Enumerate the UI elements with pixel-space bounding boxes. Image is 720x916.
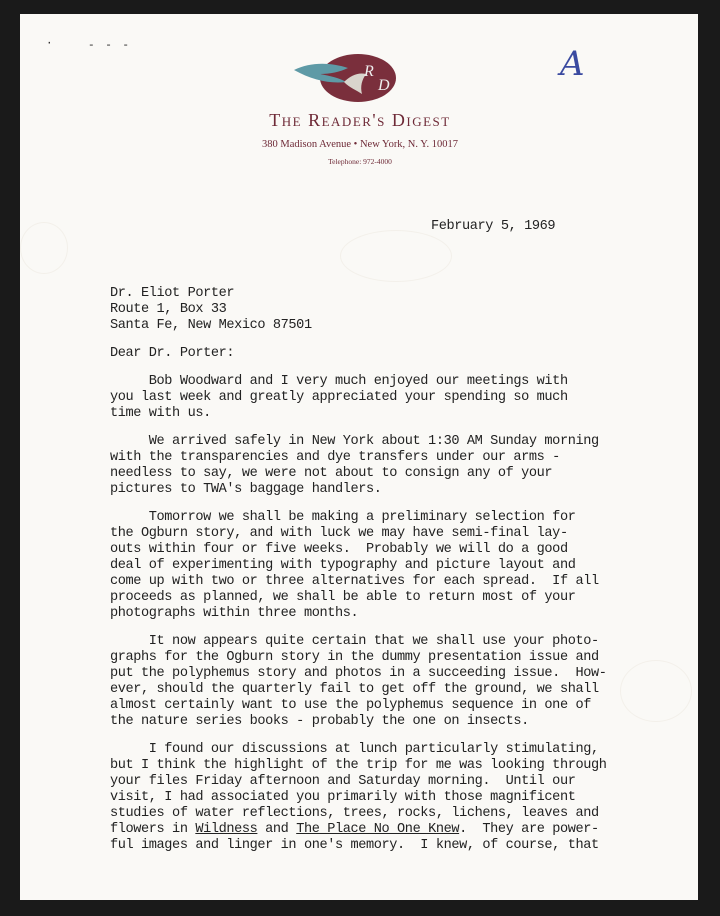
- body-line: put the polyphemus story and photos in a succeeding issue. How-: [110, 666, 607, 681]
- body-line: It now appears quite certain that we shall use your photo-: [110, 634, 599, 649]
- body-line: you last week and greatly appreciated your spending so much: [110, 390, 568, 405]
- body-line: ever, should the quarterly fail to get off the ground, we shall: [110, 682, 599, 697]
- recipient-line: Route 1, Box 33: [110, 302, 227, 317]
- company-telephone: Telephone: 972-4000: [328, 157, 392, 166]
- company-name: The Reader's Digest: [269, 110, 451, 130]
- body-line: with the transparencies and dye transfers under our arms -: [110, 450, 560, 465]
- readers-digest-pegasus-logo: [290, 52, 402, 104]
- body-line: photographs within three months.: [110, 606, 359, 621]
- body-text: and: [257, 822, 297, 837]
- svg-text:D: D: [378, 77, 390, 94]
- stray-mark: - - -: [88, 40, 132, 52]
- body-line: We arrived safely in New York about 1:30 AM Sunday morning: [110, 434, 599, 449]
- body-line: pictures to TWA's baggage handlers.: [110, 482, 382, 497]
- book-title-wildness: Wildness: [195, 822, 258, 837]
- body-line: graphs for the Ogburn story in the dummy presentation issue and: [110, 650, 599, 665]
- body-line: visit, I had associated you primarily with those magnificent: [110, 790, 576, 805]
- body-line: but I think the highlight of the trip for me was looking through: [110, 758, 607, 773]
- body-line: I found our discussions at lunch particularly stimulating,: [110, 742, 599, 757]
- body-line: your files Friday afternoon and Saturday morning. Until our: [110, 774, 576, 789]
- body-line: [110, 822, 599, 838]
- recipient-line: Santa Fe, New Mexico 87501: [110, 318, 312, 333]
- stray-mark: ·: [46, 38, 53, 50]
- body-line: the nature series books - probably the one on insects.: [110, 714, 529, 729]
- body-line: Bob Woodward and I very much enjoyed our meetings with: [110, 374, 568, 389]
- body-line: the Ogburn story, and with luck we may have semi-final lay-: [110, 526, 568, 541]
- body-line: proceeds as planned, we shall be able to return most of your: [110, 590, 576, 605]
- body-text: . They are power-: [459, 822, 599, 837]
- salutation: Dear Dr. Porter:: [110, 346, 235, 361]
- body-line: Tomorrow we shall be making a preliminary selection for: [110, 510, 576, 525]
- body-line: studies of water reflections, trees, rocks, lichens, leaves and: [110, 806, 599, 821]
- body-text: flowers in: [110, 822, 196, 837]
- watermark: [340, 230, 452, 282]
- watermark: [20, 222, 68, 274]
- svg-text:R: R: [364, 63, 374, 80]
- body-line: almost certainly want to use the polyphemus sequence in one of: [110, 698, 591, 713]
- body-line: needless to say, we were not about to consign any of your: [110, 466, 553, 481]
- recipient-line: Dr. Eliot Porter: [110, 286, 235, 301]
- book-title-the-place-no-one-knew: The Place No One Knew: [296, 822, 460, 837]
- body-line: deal of experimenting with typography and picture layout and: [110, 558, 576, 573]
- watermark: [620, 660, 692, 722]
- body-line: come up with two or three alternatives for each spread. If all: [110, 574, 599, 589]
- company-address: 380 Madison Avenue • New York, N. Y. 10017: [262, 139, 458, 150]
- body-line: outs within four or five weeks. Probably we will do a good: [110, 542, 568, 557]
- body-line: ful images and linger in one's memory. I knew, of course, that: [110, 838, 599, 853]
- handwritten-annotation: A: [560, 44, 585, 84]
- letter-date: February 5, 1969: [431, 219, 556, 234]
- body-line: time with us.: [110, 406, 211, 421]
